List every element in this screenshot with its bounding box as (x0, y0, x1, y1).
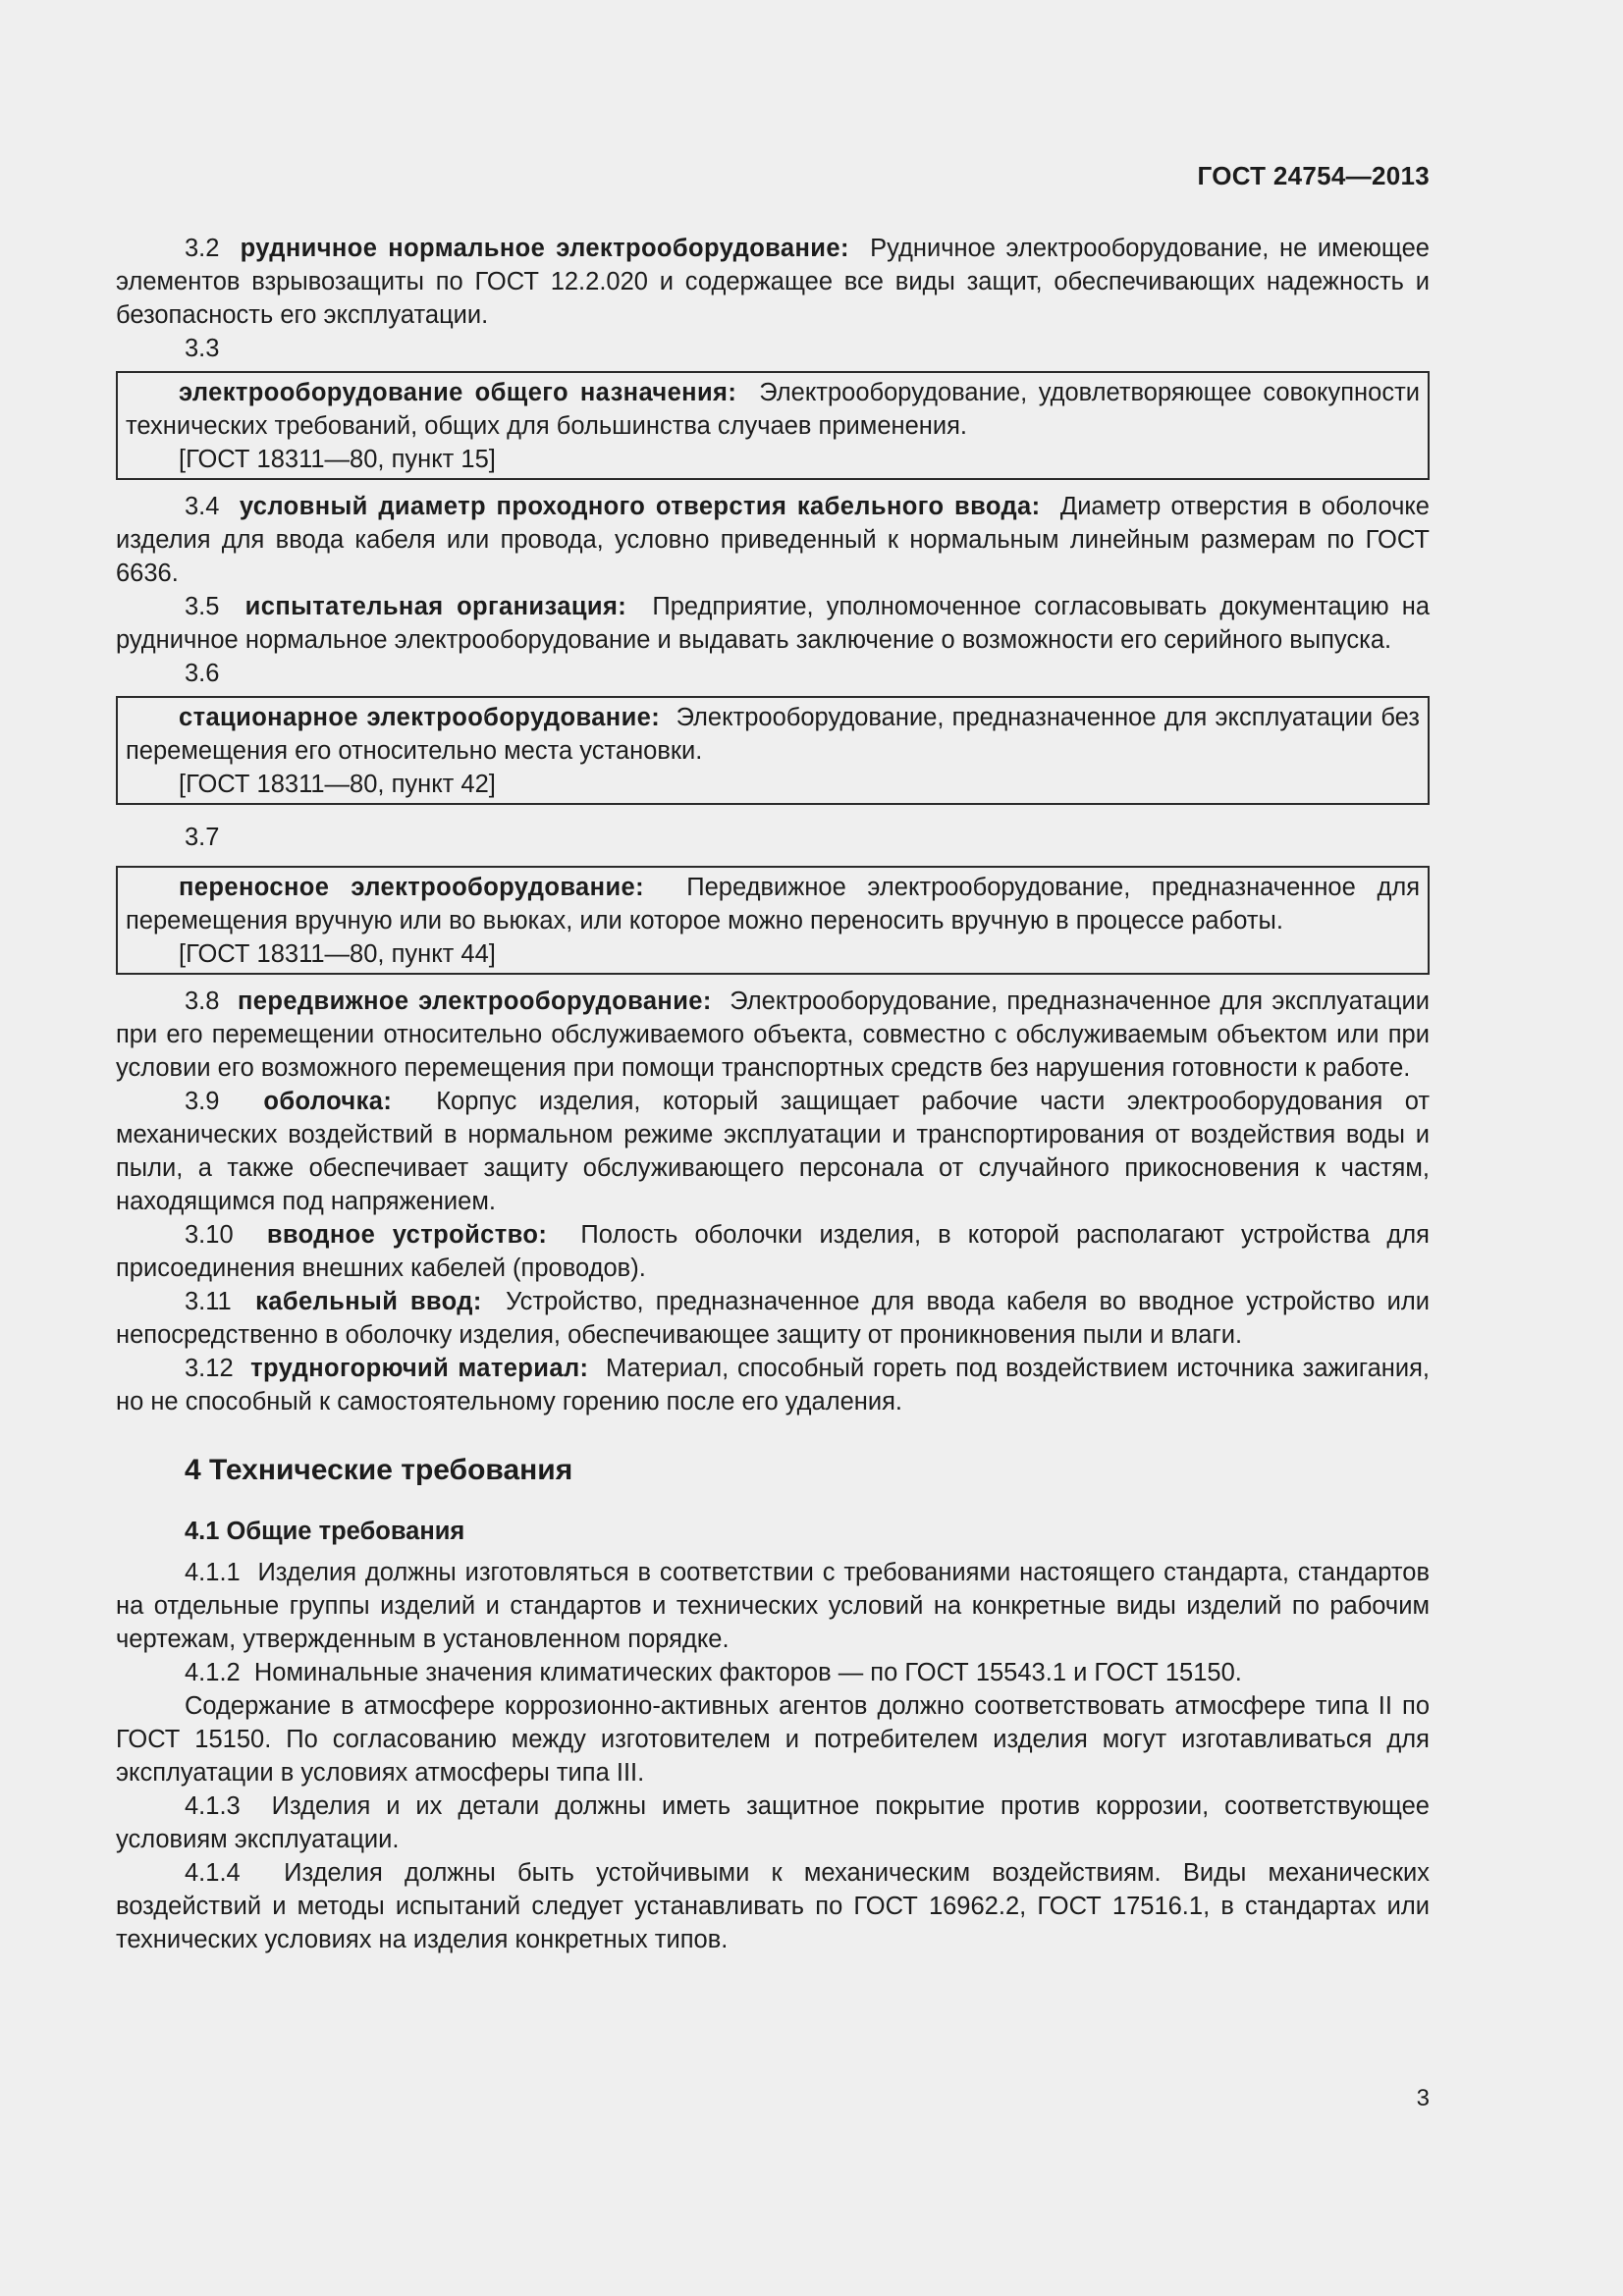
clause-number: 3.8 (185, 988, 220, 1015)
clause-number: 3.2 (185, 235, 220, 262)
clause-text: Предприятие, уполномоченное согласовывать документацию на рудничное нормальное электрооборудование и выдавать заключение о возможности его серийного выпуска. (116, 593, 1431, 654)
clause-3-9 (116, 1085, 1430, 1218)
document-page (116, 0, 1430, 2296)
section-4-1-title: 4.1 Общие требования (185, 1518, 465, 1545)
clause-text: Передвижное электрооборудование, предназначенное для перемещения вручную или во вьюках, или которое можно переносить вручную в процессе работы. (126, 874, 1421, 934)
clause-number: 4.1.3 (185, 1792, 241, 1820)
clause-term: кабельный ввод: (255, 1288, 482, 1315)
clause-3-10 (116, 1218, 1430, 1285)
clause-3-12 (116, 1352, 1430, 1418)
clause-text: Электрооборудование, удовлетворяющее совокупности технических требований, общих для большинства случаев применения. (126, 379, 1420, 440)
clause-3-4 (116, 490, 1430, 590)
page-number: 3 (1416, 2085, 1430, 2111)
clause-term: электрооборудование общего назначения: (179, 379, 737, 406)
clause-term: условный диаметр проходного отверстия кабельного ввода: (239, 493, 1041, 520)
clause-text: Материал, способный гореть под воздействием источника зажигания, но не способный к самостоятельному горению после его удаления. (116, 1355, 1430, 1415)
definition-box-3-7 (116, 866, 1430, 975)
clause-text: Изделия должны быть устойчивыми к механическим воздействиям. Виды механических воздействий и методы испытаний следует устанавливать по ГОСТ 16962.2, ГОСТ 17516.1, в стандартах или технических условиях на изделия конкретных типов. (116, 1859, 1430, 1953)
clause-3-6-number: 3.6 (185, 660, 220, 687)
clause-number: 4.1.4 (185, 1859, 241, 1887)
clause-term: передвижное электрооборудование: (237, 988, 712, 1015)
clause-text: Диаметр отверстия в оболочке изделия для ввода кабеля или провода, условно приведенный к нормальным линейным размерам по ГОСТ 6636. (116, 493, 1430, 587)
clause-4-1-1 (116, 1556, 1430, 1656)
clause-text: Электрооборудование, предназначенное для эксплуатации без перемещения его относительно места установки. (126, 704, 1420, 765)
clause-3-5 (116, 590, 1430, 657)
clause-number: 3.9 (185, 1088, 220, 1115)
clause-number: 3.10 (185, 1221, 234, 1249)
clause-term: оболочка: (263, 1088, 393, 1115)
section-4-title: 4 Технические требования (185, 1454, 573, 1486)
definition-source: [ГОСТ 18311—80, пункт 15] (179, 446, 496, 473)
definition-text (126, 871, 1420, 937)
clause-number: 3.11 (185, 1288, 232, 1315)
document-body (116, 232, 1430, 1956)
clause-3-7-number: 3.7 (185, 824, 220, 851)
clause-text: Номинальные значения климатических факторов — по ГОСТ 15543.1 и ГОСТ 15150. (253, 1659, 1242, 1686)
clause-3-11 (116, 1285, 1430, 1352)
clause-3-2 (116, 232, 1430, 332)
clause-text: Изделия должны изготовляться в соответствии с требованиями настоящего стандарта, стандартов на отдельные группы изделий и стандартов и технических условий на конкретные виды изделий по рабочим чертежам, утвержденным в установленном порядке. (116, 1559, 1430, 1653)
clause-text: Устройство, предназначенное для ввода кабеля во вводное устройство или непосредственно в оболочку изделия, обеспечивающее защиту от проникновения пыли и влаги. (116, 1288, 1430, 1349)
definition-source: [ГОСТ 18311—80, пункт 44] (179, 940, 496, 968)
clause-term: рудничное нормальное электрооборудование: (240, 235, 849, 262)
clause-4-1-4 (116, 1856, 1430, 1956)
clause-text: Рудничное электрооборудование, не имеющее элементов взрывозащиты по ГОСТ 12.2.020 и содержащее все виды защит, обеспечивающих надежность и безопасность его эксплуатации. (116, 235, 1430, 329)
document-code-header: ГОСТ 24754—2013 (1197, 161, 1430, 190)
clause-4-1-3 (116, 1789, 1430, 1856)
clause-3-3-number: 3.3 (185, 335, 220, 362)
clause-number: 3.5 (185, 593, 220, 620)
clause-4-1-2-continuation (116, 1689, 1430, 1789)
clause-text: Корпус изделия, который защищает рабочие части электрооборудования от механических воздействий в нормальном режиме эксплуатации и транспортирования от воздействия воды и пыли, а также обеспечивает защиту обслуживающего персонала от случайного прикосновения к частям, находящимся под напряжением. (116, 1088, 1430, 1215)
clause-text: Электрооборудование, предназначенное для эксплуатации при его перемещении относительно обслуживаемого объекта, совместно с обслуживаемым объектом или при условии его возможного перемещения при помощи транспортных средств без нарушения готовности к работе. (116, 988, 1431, 1082)
clause-number: 3.12 (185, 1355, 234, 1382)
clause-term: испытательная организация: (244, 593, 627, 620)
clause-number: 4.1.2 (185, 1659, 241, 1686)
clause-number: 3.4 (185, 493, 220, 520)
definition-source: [ГОСТ 18311—80, пункт 42] (179, 771, 496, 798)
clause-term: переносное электрооборудование: (179, 874, 644, 901)
clause-term: стационарное электрооборудование: (179, 704, 661, 731)
definition-box-3-3 (116, 371, 1430, 480)
clause-number: 4.1.1 (185, 1559, 241, 1586)
clause-term: трудногорючий материал: (250, 1355, 589, 1382)
clause-4-1-2 (116, 1656, 1430, 1689)
definition-text (126, 701, 1420, 768)
definition-box-3-6 (116, 696, 1430, 805)
clause-term: вводное устройство: (266, 1221, 548, 1249)
clause-text: Полость оболочки изделия, в которой располагают устройства для присоединения внешних кабелей (проводов). (116, 1221, 1430, 1282)
definition-text (126, 376, 1420, 443)
clause-text: Изделия и их детали должны иметь защитное покрытие против коррозии, соответствующее условиям эксплуатации. (116, 1792, 1430, 1853)
clause-text: Содержание в атмосфере коррозионно-активных агентов должно соответствовать атмосфере типа II по ГОСТ 15150. По согласованию между изготовителем и потребителем изделия могут изготавливаться для эксплуатации в условиях атмосферы типа III. (116, 1692, 1430, 1787)
clause-3-8 (116, 985, 1430, 1085)
